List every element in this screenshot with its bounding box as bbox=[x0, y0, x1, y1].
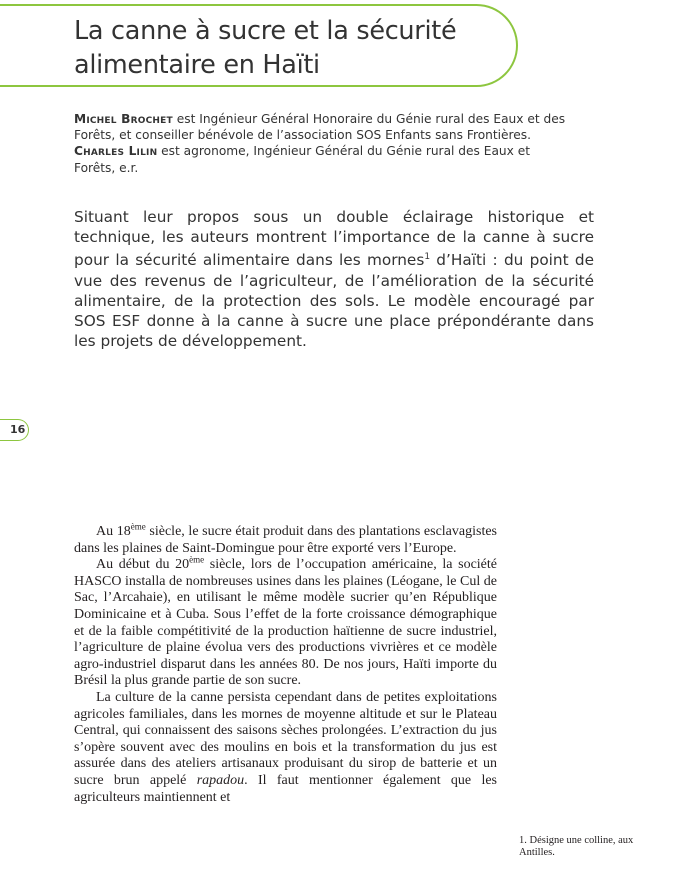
author-name: Charles Lilin bbox=[74, 144, 158, 159]
article-body bbox=[74, 521, 497, 806]
footnote-ref: 1 bbox=[424, 252, 431, 263]
author-description: est agronome, Ingénieur Général du Génie rural des Eaux et Forêts, e.r. bbox=[74, 144, 531, 175]
title-line-2: alimentaire en Haïti bbox=[74, 50, 320, 80]
paragraph: Au début du 20ème siècle, lors de l’occupation américaine, la société HASCO installa de nombreuses usines dans les plaines (Léogane, le Cul de Sac, l’Arcahaie), en utilisant le même modèle sucrier qu’en République Dominicaine et à Cuba. Sous l’effet de la forte croissance démographique et de la faible compétitivité de la production haïtienne de sucre industriel, l’agriculture de plaine évolua vers des productions vivrières et ce modèle agro-industriel disparut dans les années 80. De nos jours, Haïti importe du Brésil la plus grande partie de son sucre. bbox=[74, 554, 497, 689]
author-bios bbox=[74, 111, 574, 176]
title-line-1: La canne à sucre et la sécurité bbox=[74, 16, 457, 46]
paragraph: Au 18ème siècle, le sucre était produit dans des plantations esclavagistes dans les plaines de Saint-Domingue pour être exporté vers l’Europe. bbox=[74, 521, 497, 556]
author-description: est Ingénieur Général Honoraire du Génie rural des Eaux et des Forêts, et conseiller bénévole de l’association SOS Enfants sans Frontières. bbox=[74, 112, 566, 143]
article-title bbox=[74, 14, 456, 82]
footnote: 1. Désigne une colline, aux Antilles. bbox=[519, 835, 634, 858]
paragraph: La culture de la canne persista cependant dans de petites exploitations agricoles familiales, dans les mornes de moyenne altitude et sur le Plateau Central, qui connaissent des saisons sèches prolongées. L’extraction du jus s’opère souvent avec des moulins en bois et la transformation du jus est assurée dans des ateliers artisanaux produisant du sirop de batterie et un sucre brun appelé rapadou. Il faut mentionner également que les agriculteurs maintiennent et bbox=[74, 689, 497, 805]
page-number: 16 bbox=[10, 423, 26, 436]
author-name: Michel Brochet bbox=[74, 112, 173, 126]
abstract: Situant leur propos sous un double éclairage historique et technique, les auteurs montrent l’importance de la canne à sucre pour la sécurité alimentaire dans les mornes$^1$ d’Haïti : du point de vue des revenus de l’agriculteur, de l’amélioration de la sécurité alimentaire, de la protection des sols. Le modèle encouragé par SOS ESF donne à la canne à sucre une place prépondérante dans les projets de développement. bbox=[74, 208, 595, 351]
